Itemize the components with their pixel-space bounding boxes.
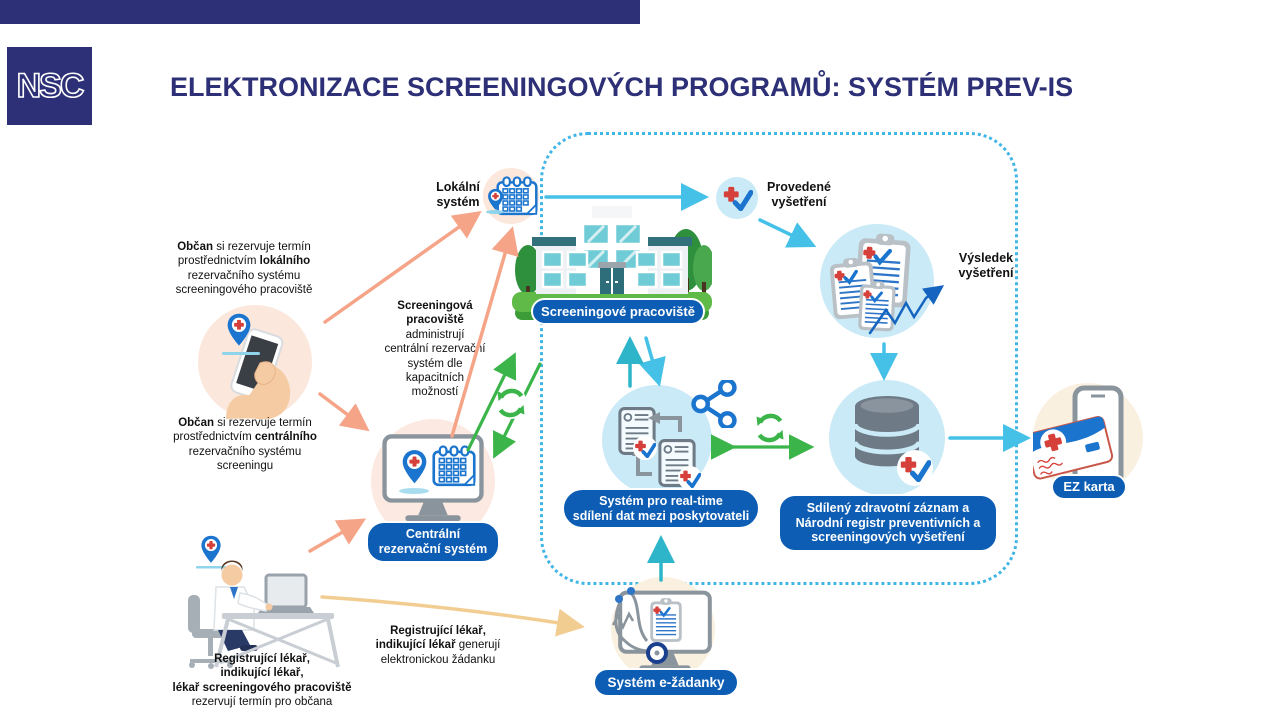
shared-documents-icon xyxy=(602,372,747,492)
arrow-doctor-to-erequest xyxy=(322,597,578,626)
note-reserve-central: Občan si rezervuje termín prostřednictvím centrálního rezervačního systému screeningu xyxy=(173,417,317,473)
database-icon xyxy=(829,380,945,496)
realtime-sharing-pill: Systém pro real-time sdílení dat mezi poskytovateli xyxy=(562,488,760,529)
note-admin-capacity: Screeningová pracoviště administrují centrální rezervační systém dle kapacitních možností xyxy=(384,300,486,399)
nsc-logo-text: NSC xyxy=(16,66,83,105)
performed-exam-icon xyxy=(716,177,758,219)
phone-in-hands-icon xyxy=(198,305,312,419)
exam-result-icon xyxy=(820,224,934,338)
citizen-phone-icon xyxy=(198,305,312,419)
note-doctors-request: Registrující lékař, indikující lékař generují elektronickou žádanku xyxy=(375,625,501,666)
shared-record-pill: Sdílený zdravotní záznam a Národní registr preventivních a screeningových vyšetření xyxy=(778,494,998,552)
nsc-logo xyxy=(7,47,92,125)
screening-site-pill: Screeningové pracoviště xyxy=(531,298,705,325)
central-reservation-pill: Centrální rezervační systém xyxy=(366,521,500,563)
cross-check-icon xyxy=(716,177,758,219)
note-reserve-local: Občan si rezervuje termín prostřednictvím lokálního rezervačního systému screeningového pracoviště xyxy=(175,241,313,297)
erequest-icon xyxy=(611,577,715,681)
erequest-pill: Systém e-žádanky xyxy=(593,668,739,697)
slide-title: ELEKTRONIZACE SCREENINGOVÝCH PROGRAMŮ: SYSTÉM PREV-IS xyxy=(170,72,1074,102)
top-accent-bar xyxy=(0,0,640,24)
exam-result-label: Výsledek vyšetření xyxy=(958,251,1014,280)
arrow-site-to-central-sync xyxy=(496,364,540,453)
clipboards-icon xyxy=(820,224,934,338)
shared-record-icon xyxy=(829,380,945,496)
ez-card-pill: EZ karta xyxy=(1051,474,1127,500)
sync-icon-central-site xyxy=(495,387,527,419)
note-doctors-reserve: Registrující lékař, indikující lékař, lékař screeningového pracoviště rezervují termín pro občana xyxy=(172,653,352,709)
performed-exam-label: Provedené vyšetření xyxy=(767,180,831,209)
monitor-stethoscope-icon xyxy=(611,577,715,681)
doctor-at-desk-icon xyxy=(170,533,342,671)
local-system-label: Lokální systém xyxy=(436,180,480,209)
